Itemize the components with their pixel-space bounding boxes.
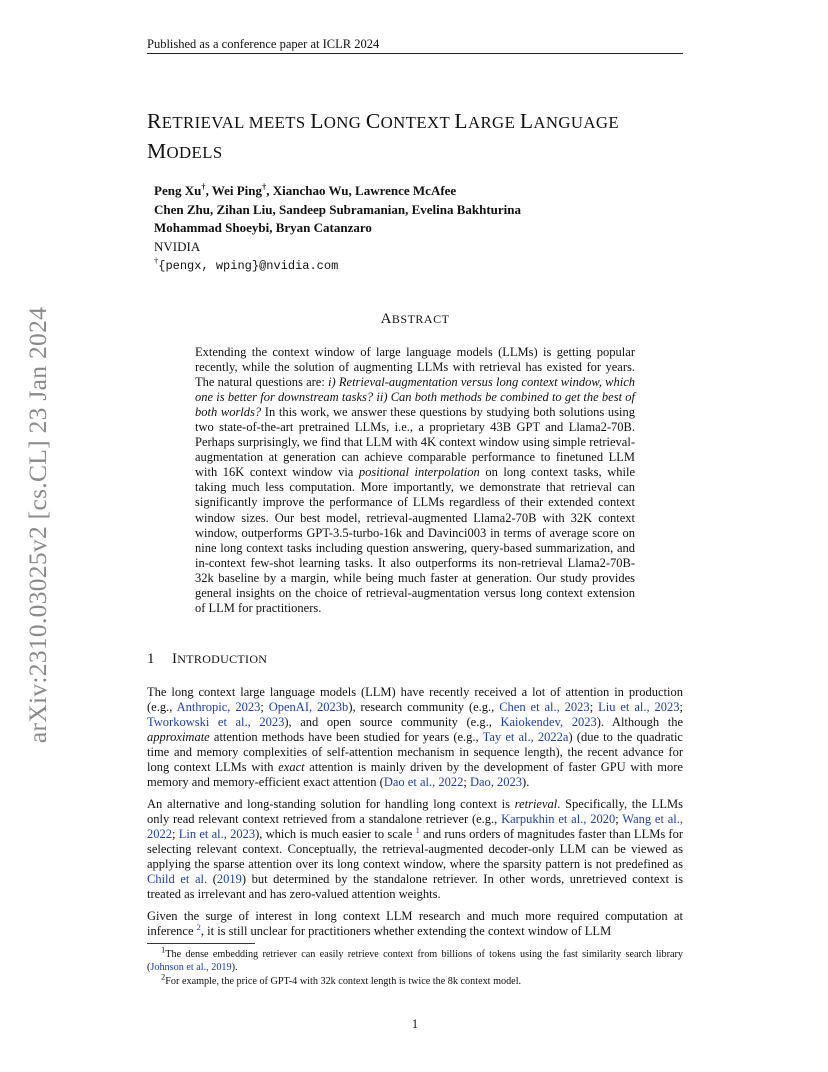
citation-link[interactable]: Anthropic, 2023 (176, 700, 261, 715)
arxiv-stamp-text: arXiv:2310.03025v2 [cs.CL] 23 Jan 2024 (23, 306, 52, 744)
citation-link[interactable]: Lin et al., 2023 (178, 827, 256, 842)
citation-link[interactable]: 2019 (216, 872, 242, 887)
author-block (154, 182, 674, 276)
header-rule (147, 53, 683, 54)
citation-link[interactable]: Dao et al., 2022 (383, 775, 464, 790)
footnote-mark-1[interactable]: 1 (415, 824, 420, 835)
citation-link[interactable]: Chen et al., 2023 (499, 700, 590, 715)
citation-link[interactable]: Tworkowski et al., 2023 (147, 715, 285, 730)
citation-link[interactable]: Johnson et al., 2019 (150, 962, 232, 973)
author-line-3: Mohammad Shoeybi, Bryan Catanzaro (154, 220, 372, 235)
citation-link[interactable]: Dao, 2023 (469, 775, 523, 790)
footnote-2: $^2$For example, the price of GPT-4 with 32k context length is twice the 8k context model. (161, 971, 522, 987)
abstract-body: Extending the context window of large language models (LLMs) is getting popular recently, while the solution of augmenting LLMs with retrieval has existed for years. The natural questions are: i) Retrieval-augmentation versus long context window, which one is better for downstream tasks? ii) Can both methods be combined to get the best of both worlds? In this work, we answer these questions by studying both solutions using two state-of-the-art pretrained LLMs, i.e., a proprietary 43B GPT and Llama2-70B. Perhaps surprisingly, we find that LLM with 4K context window using simple retrieval-augmentation at generation can achieve comparable performance to finetuned LLM with 16K context window via positional interpolation on long context tasks, while taking much less computation. More importantly, we demonstrate that retrieval can significantly improve the performance of LLMs regardless of their extended context window sizes. Our best model, retrieval-augmented Llama2-70B with 32K context window, outperforms GPT-3.5-turbo-16k and Davinci003 in terms of average score on nine long context tasks including question answering, query-based summarization, and in-context few-shot learning tasks. It also outperforms its non-retrieval Llama2-70B-32k baseline by a margin, while being much faster at generation. Our study provides general insights on the choice of retrieval-augmentation versus long context extension of LLM for practitioners. (195, 345, 635, 615)
intro-paragraph-1: The long context large language models (LLM) have recently received a lot of attention in production (e.g., Anthropic, 2023; OpenAI, 2023b), research community (e.g., Chen et al., 2023; Liu et al., 2023; Tworkowski et al., 2023), and open source community (e.g., Kaiokendev, 2023). Although the approximate attention methods have been studied for years (e.g., Tay et al., 2022a) (due to the quadratic time and memory complexities of self-attention mechanism in sequence length), the recent advance for long context LLMs with exact attention is mainly driven by the development of faster GPU with more memory and memory-efficient exact attention (Dao et al., 2022; Dao, 2023). (147, 685, 684, 790)
author-line-2: Chen Zhu, Zihan Liu, Sandeep Subramanian, Evelina Bakhturina (154, 201, 522, 217)
intro-paragraph-2: An alternative and long-standing solution for handling long context is retrieval. Specifically, the LLMs only read relevant context retrieved from a standalone retriever (e.g., Karpukhin et al., 2020; Wang et al., 2022; Lin et al., 2023), which is much easier to scale $^1$ and runs orders of magnitudes faster than LLMs for selecting relevant context. Conceptually, the retrieval-augmented decoder-only LLM can be viewed as applying the sparse attention over its long context window, where the sparsity pattern is not predefined as Child et al. (2019) but determined by the standalone retriever. In other words, unretrieved context is treated as irrelevant and has zero-valued attention weights. (147, 797, 684, 902)
running-header: Published as a conference paper at ICLR 2024 (147, 37, 380, 51)
citation-link[interactable]: Tay et al., 2022a (482, 730, 569, 745)
citation-link[interactable]: Kaiokendev, 2023 (500, 715, 597, 730)
citation-link[interactable]: OpenAI, 2023b (268, 700, 349, 715)
citation-link[interactable]: Wang et al., 2022 (147, 812, 684, 842)
footnote-mark-2[interactable]: 2 (196, 921, 201, 932)
citation-link[interactable]: Child et al. (147, 872, 208, 887)
citation-link[interactable]: Liu et al., 2023 (598, 700, 680, 715)
title-line-1: RETRIEVAL MEETS LONG CONTEXT LARGE LANGUAGE (147, 109, 620, 133)
email[interactable]: {pengx, wping}@nvidia.com (158, 259, 339, 273)
affiliation: NVIDIA (154, 238, 201, 254)
author-line-1: Peng Xu†, Wei Ping†, Xianchao Wu, Lawrence McAfee (154, 181, 457, 198)
email-line: †{pengx, wping}@nvidia.com (154, 255, 339, 273)
citation-link[interactable]: Karpukhin et al., 2020 (501, 812, 616, 827)
section-heading-introduction: 1 INTRODUCTION (147, 651, 268, 667)
paper-title (147, 107, 697, 167)
title-line-2: MODELS (147, 139, 223, 163)
abstract-heading: ABSTRACT (380, 311, 450, 327)
footnote-1: $^1$The dense embedding retriever can easily retrieve context from billions of tokens using the fast similarity search library (Johnson et al., 2019). (147, 944, 683, 973)
intro-paragraph-3: Given the surge of interest in long context LLM research and much more required computation at inference $^2$, it is still unclear for practitioners whether extending the context window of LLM (147, 909, 683, 939)
page-number: 1 (411, 1017, 419, 1031)
